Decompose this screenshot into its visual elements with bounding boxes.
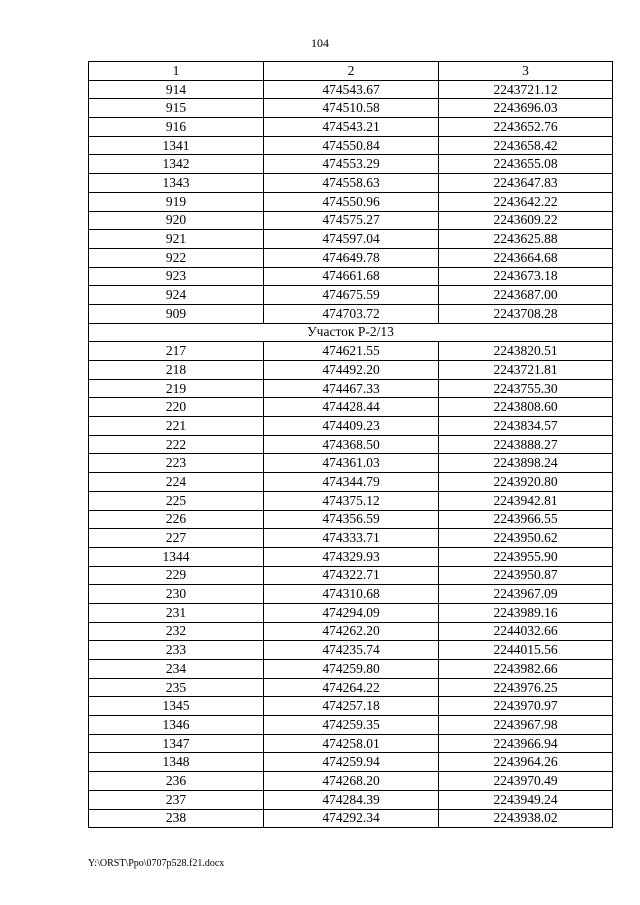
coordinate-x: 474284.39 xyxy=(264,790,439,809)
coordinate-x: 474235.74 xyxy=(264,641,439,660)
coordinate-x: 474344.79 xyxy=(264,473,439,492)
coordinate-x: 474543.67 xyxy=(264,80,439,99)
table-row xyxy=(89,417,613,436)
coordinate-x: 474675.59 xyxy=(264,286,439,305)
coordinate-x: 474361.03 xyxy=(264,454,439,473)
table-row xyxy=(89,286,613,305)
column-header: 1 xyxy=(89,62,264,81)
coordinate-x: 474510.58 xyxy=(264,99,439,118)
point-number: 229 xyxy=(89,566,264,585)
coordinate-y: 2243938.02 xyxy=(439,809,613,828)
point-number: 226 xyxy=(89,510,264,529)
point-number: 916 xyxy=(89,118,264,137)
point-number: 919 xyxy=(89,192,264,211)
table-body-section-rows xyxy=(89,342,613,828)
section-title: Участок Р-2/13 xyxy=(89,323,613,342)
coordinate-y: 2243955.90 xyxy=(439,547,613,566)
coordinate-x: 474543.21 xyxy=(264,118,439,137)
table-row xyxy=(89,678,613,697)
point-number: 223 xyxy=(89,454,264,473)
table-row xyxy=(89,603,613,622)
coordinate-x: 474597.04 xyxy=(264,230,439,249)
column-header: 2 xyxy=(264,62,439,81)
section-title-row xyxy=(89,323,613,342)
coordinate-y: 2244032.66 xyxy=(439,622,613,641)
coordinate-x: 474550.84 xyxy=(264,136,439,155)
table-row xyxy=(89,248,613,267)
coordinate-x: 474259.94 xyxy=(264,753,439,772)
table-row xyxy=(89,192,613,211)
coordinate-x: 474258.01 xyxy=(264,734,439,753)
coordinate-y: 2243647.83 xyxy=(439,174,613,193)
table-row xyxy=(89,379,613,398)
coordinate-x: 474262.20 xyxy=(264,622,439,641)
coordinate-y: 2244015.56 xyxy=(439,641,613,660)
table-row xyxy=(89,716,613,735)
point-number: 1346 xyxy=(89,716,264,735)
point-number: 222 xyxy=(89,435,264,454)
point-number: 234 xyxy=(89,660,264,679)
point-number: 1343 xyxy=(89,174,264,193)
coordinate-y: 2243967.09 xyxy=(439,585,613,604)
coordinate-x: 474550.96 xyxy=(264,192,439,211)
coordinate-y: 2243970.97 xyxy=(439,697,613,716)
point-number: 1341 xyxy=(89,136,264,155)
point-number: 219 xyxy=(89,379,264,398)
coordinate-y: 2243687.00 xyxy=(439,286,613,305)
point-number: 914 xyxy=(89,80,264,99)
table-row xyxy=(89,547,613,566)
point-number: 235 xyxy=(89,678,264,697)
coordinate-x: 474575.27 xyxy=(264,211,439,230)
coordinate-y: 2243609.22 xyxy=(439,211,613,230)
table-row xyxy=(89,772,613,791)
coordinate-x: 474259.80 xyxy=(264,660,439,679)
table-row xyxy=(89,491,613,510)
table-row xyxy=(89,361,613,380)
column-header: 3 xyxy=(439,62,613,81)
point-number: 227 xyxy=(89,529,264,548)
footer-file-path: Y:\ORST\Ppo\0707p528.f21.docx xyxy=(88,858,225,869)
coordinate-y: 2243820.51 xyxy=(439,342,613,361)
table-row xyxy=(89,435,613,454)
coordinate-y: 2243950.87 xyxy=(439,566,613,585)
point-number: 1344 xyxy=(89,547,264,566)
table-row xyxy=(89,304,613,323)
coordinate-x: 474558.63 xyxy=(264,174,439,193)
point-number: 231 xyxy=(89,603,264,622)
coordinate-x: 474268.20 xyxy=(264,772,439,791)
coordinate-x: 474661.68 xyxy=(264,267,439,286)
coordinate-y: 2243898.24 xyxy=(439,454,613,473)
table-row xyxy=(89,641,613,660)
coordinate-y: 2243834.57 xyxy=(439,417,613,436)
point-number: 218 xyxy=(89,361,264,380)
coordinate-y: 2243976.25 xyxy=(439,678,613,697)
page-number: 104 xyxy=(311,36,329,50)
point-number: 221 xyxy=(89,417,264,436)
point-number: 224 xyxy=(89,473,264,492)
point-number: 909 xyxy=(89,304,264,323)
coordinate-x: 474322.71 xyxy=(264,566,439,585)
coordinate-y: 2243966.94 xyxy=(439,734,613,753)
point-number: 217 xyxy=(89,342,264,361)
coordinate-y: 2243920.80 xyxy=(439,473,613,492)
table-row xyxy=(89,230,613,249)
coordinate-y: 2243708.28 xyxy=(439,304,613,323)
point-number: 1347 xyxy=(89,734,264,753)
coordinate-y: 2243625.88 xyxy=(439,230,613,249)
point-number: 1348 xyxy=(89,753,264,772)
point-number: 238 xyxy=(89,809,264,828)
point-number: 924 xyxy=(89,286,264,305)
table-row xyxy=(89,80,613,99)
coordinate-x: 474294.09 xyxy=(264,603,439,622)
coordinate-x: 474621.55 xyxy=(264,342,439,361)
table-row xyxy=(89,99,613,118)
point-number: 920 xyxy=(89,211,264,230)
table-row xyxy=(89,267,613,286)
coordinate-x: 474264.22 xyxy=(264,678,439,697)
table-row xyxy=(89,398,613,417)
table-row xyxy=(89,529,613,548)
coordinate-y: 2243982.66 xyxy=(439,660,613,679)
coordinate-y: 2243967.98 xyxy=(439,716,613,735)
point-number: 232 xyxy=(89,622,264,641)
coordinate-y: 2243658.42 xyxy=(439,136,613,155)
table-body-first-group xyxy=(89,80,613,323)
table-row xyxy=(89,734,613,753)
coordinates-table xyxy=(88,61,613,828)
coordinate-x: 474333.71 xyxy=(264,529,439,548)
coordinate-x: 474553.29 xyxy=(264,155,439,174)
coordinate-x: 474409.23 xyxy=(264,417,439,436)
table-row xyxy=(89,753,613,772)
point-number: 1342 xyxy=(89,155,264,174)
coordinate-x: 474356.59 xyxy=(264,510,439,529)
coordinate-y: 2243721.12 xyxy=(439,80,613,99)
coordinate-x: 474492.20 xyxy=(264,361,439,380)
coordinate-x: 474428.44 xyxy=(264,398,439,417)
table-header-row xyxy=(89,62,613,81)
table-row xyxy=(89,790,613,809)
point-number: 236 xyxy=(89,772,264,791)
table-row xyxy=(89,660,613,679)
point-number: 921 xyxy=(89,230,264,249)
coordinate-x: 474310.68 xyxy=(264,585,439,604)
point-number: 915 xyxy=(89,99,264,118)
point-number: 237 xyxy=(89,790,264,809)
coordinate-x: 474375.12 xyxy=(264,491,439,510)
coordinate-x: 474649.78 xyxy=(264,248,439,267)
coordinate-y: 2243664.68 xyxy=(439,248,613,267)
table-row xyxy=(89,118,613,137)
coordinate-y: 2243642.22 xyxy=(439,192,613,211)
coordinate-y: 2243942.81 xyxy=(439,491,613,510)
coordinate-x: 474467.33 xyxy=(264,379,439,398)
table-row xyxy=(89,510,613,529)
coordinate-y: 2243808.60 xyxy=(439,398,613,417)
coordinate-y: 2243949.24 xyxy=(439,790,613,809)
point-number: 233 xyxy=(89,641,264,660)
table-row xyxy=(89,566,613,585)
coordinate-y: 2243652.76 xyxy=(439,118,613,137)
table-row xyxy=(89,697,613,716)
coordinate-x: 474329.93 xyxy=(264,547,439,566)
table-row xyxy=(89,174,613,193)
point-number: 220 xyxy=(89,398,264,417)
table-row xyxy=(89,809,613,828)
point-number: 225 xyxy=(89,491,264,510)
coordinate-x: 474257.18 xyxy=(264,697,439,716)
coordinate-y: 2243888.27 xyxy=(439,435,613,454)
coordinate-y: 2243970.49 xyxy=(439,772,613,791)
table-row xyxy=(89,622,613,641)
table-row xyxy=(89,136,613,155)
table-row xyxy=(89,454,613,473)
coordinate-x: 474292.34 xyxy=(264,809,439,828)
table-row xyxy=(89,211,613,230)
coordinate-y: 2243673.18 xyxy=(439,267,613,286)
coordinate-y: 2243966.55 xyxy=(439,510,613,529)
coordinate-y: 2243964.26 xyxy=(439,753,613,772)
table-row xyxy=(89,342,613,361)
table-row xyxy=(89,473,613,492)
table-row xyxy=(89,585,613,604)
coordinate-y: 2243696.03 xyxy=(439,99,613,118)
coordinate-y: 2243989.16 xyxy=(439,603,613,622)
point-number: 1345 xyxy=(89,697,264,716)
point-number: 230 xyxy=(89,585,264,604)
table-row xyxy=(89,155,613,174)
coordinate-y: 2243721.81 xyxy=(439,361,613,380)
coordinate-y: 2243755.30 xyxy=(439,379,613,398)
coordinate-x: 474368.50 xyxy=(264,435,439,454)
point-number: 923 xyxy=(89,267,264,286)
coordinate-y: 2243655.08 xyxy=(439,155,613,174)
coordinate-x: 474259.35 xyxy=(264,716,439,735)
point-number: 922 xyxy=(89,248,264,267)
coordinate-x: 474703.72 xyxy=(264,304,439,323)
table-section xyxy=(89,323,613,342)
coordinate-y: 2243950.62 xyxy=(439,529,613,548)
